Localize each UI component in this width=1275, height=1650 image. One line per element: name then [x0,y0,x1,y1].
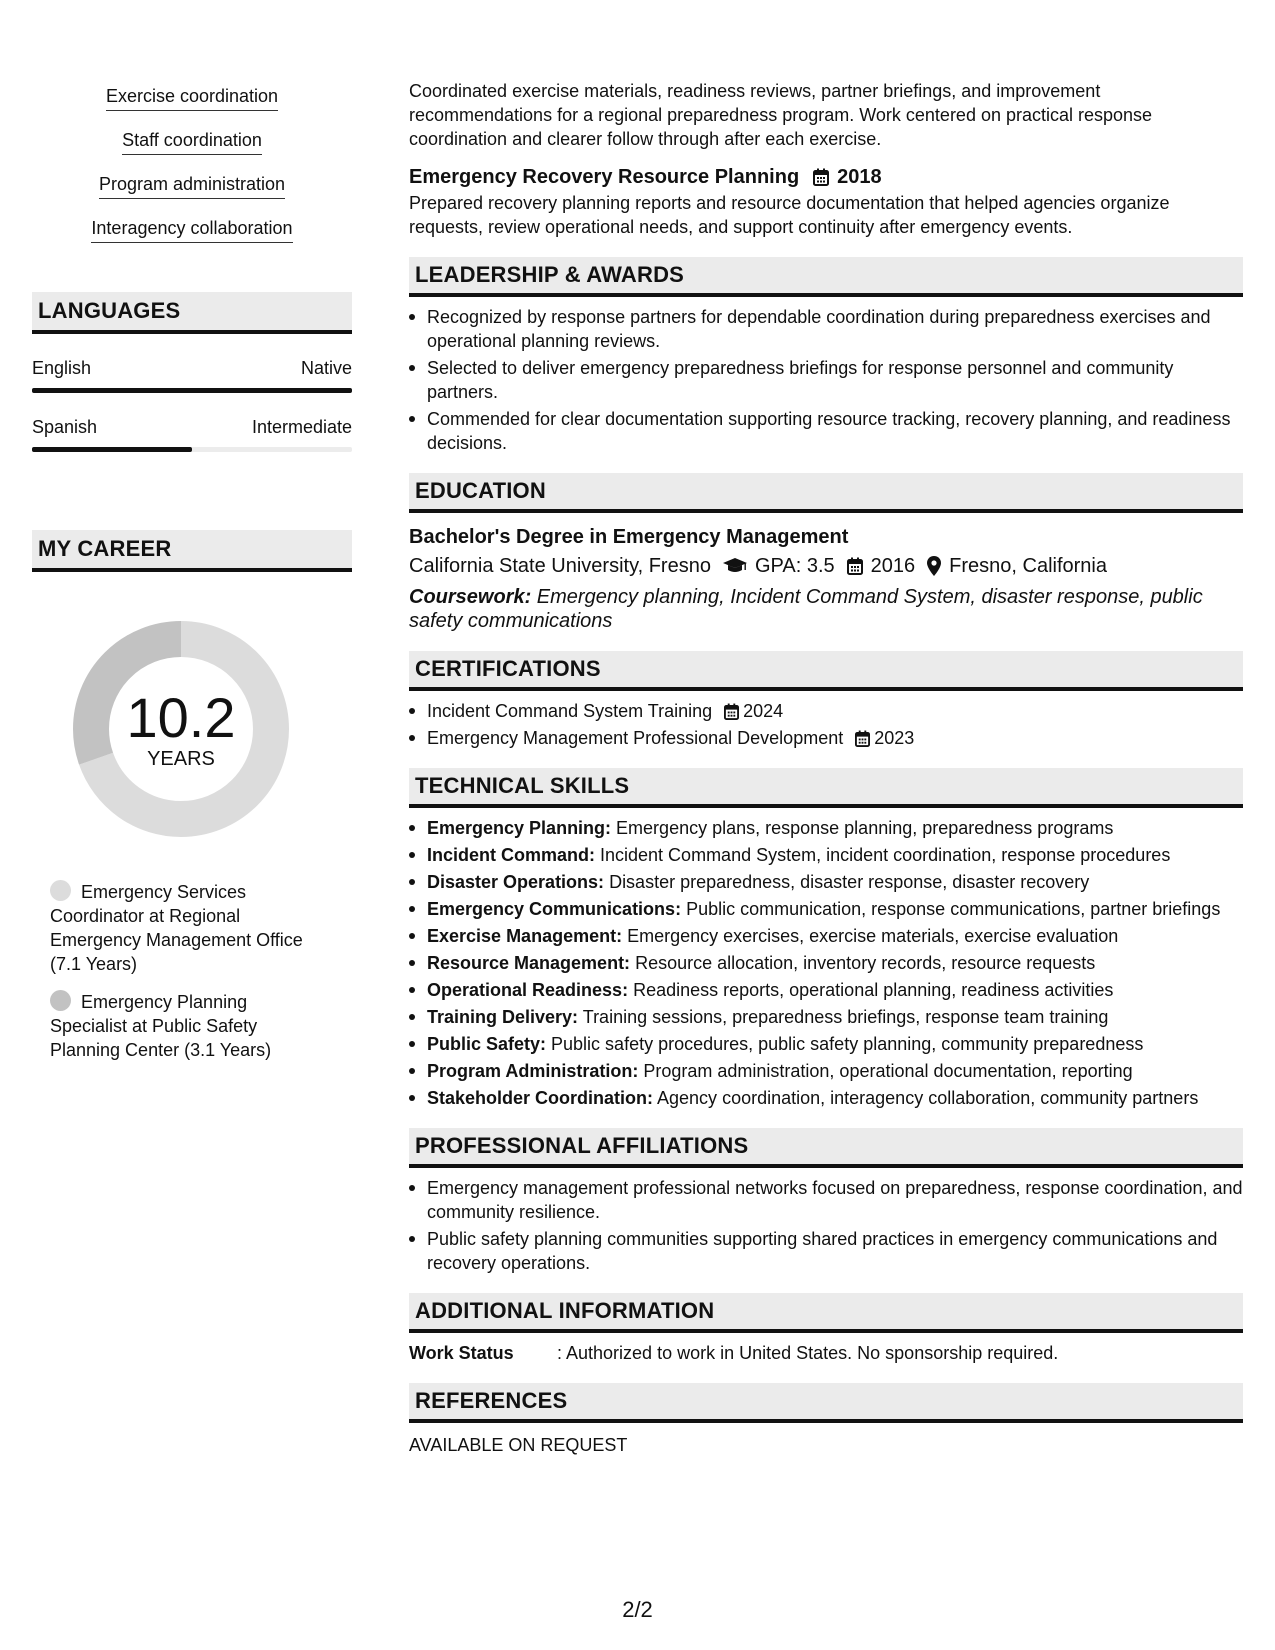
list-item [409,951,1243,975]
work-status-label: Work Status [409,1343,514,1363]
certifications-heading: CERTIFICATIONS [409,651,1243,691]
language-bar-fill [32,447,192,452]
career-legend [50,878,320,1062]
skill-text: Program administration, operational documentation, reporting [638,1061,1133,1081]
language-level: Intermediate [251,417,352,437]
references-heading: REFERENCES [409,1383,1243,1423]
technical-skills-list [409,816,1243,1110]
skill-text: Disaster preparedness, disaster response, disaster recovery [604,872,1090,892]
leadership-list [409,305,1243,455]
graduation-cap-icon [723,558,747,574]
gpa: GPA: 3.5 [754,555,835,577]
coursework-label: Coursework: [409,586,532,608]
language-name: Spanish [32,417,98,437]
skill-label: Operational Readiness: [427,980,629,1000]
career-donut-chart [66,614,296,844]
skill-label: Disaster Operations: [427,872,605,892]
list-item [409,870,1243,894]
career-total-years: 10.2 [126,685,236,749]
calendar-icon [724,703,739,720]
references-text: AVAILABLE ON REQUEST [409,1435,628,1455]
skill-label: Public Safety: [427,1034,547,1054]
language-bar [32,447,352,452]
calendar-icon [855,730,870,747]
language-bar-fill [32,388,352,393]
skill-text: Incident Command System, incident coordination, response procedures [595,845,1171,865]
skill-label: Emergency Planning: [427,818,612,838]
list-item: Commended for clear documentation supporting resource tracking, recovery planning, and readiness decisions. [409,407,1243,455]
skill-text: Readiness reports, operational planning, readiness activities [628,980,1114,1000]
skill-label: Training Delivery: [427,1007,579,1027]
career-role [50,988,320,1062]
certification-name: Incident Command System Training [427,701,713,721]
school-location: Fresno, California [949,555,1107,577]
list-item [409,816,1243,840]
skill-label: Emergency Communications: [427,899,682,919]
skill-label: Program Administration: [427,1061,639,1081]
languages-heading: LANGUAGES [32,292,352,334]
career-role-text: Emergency Planning Specialist at Public Safety Planning Center (3.1 Years) [50,992,272,1060]
main-content [409,79,1243,1457]
project-title: Emergency Recovery Resource Planning [409,166,800,188]
skill-label: Stakeholder Coordination: [427,1088,654,1108]
skill-tags [32,84,352,260]
language-name: English [32,358,92,378]
skill-tag: Staff coordination [122,128,262,155]
skill-text: Public safety procedures, public safety planning, community preparedness [546,1034,1144,1054]
certifications-list [409,699,1243,750]
list-item [409,699,1243,723]
language-item [32,415,352,452]
calendar-icon [813,168,829,186]
skill-text: Public communication, response communications, partner briefings [681,899,1221,919]
school-name: California State University, Fresno [409,555,711,577]
career-role-text: Emergency Services Coordinator at Regional Emergency Management Office (7.1 Years) [50,882,303,974]
list-item [409,1032,1243,1056]
sidebar [32,84,352,1074]
skill-label: Resource Management: [427,953,631,973]
coursework [409,585,1243,633]
list-item [409,978,1243,1002]
skill-text: Agency coordination, interagency collaboration, community partners [653,1088,1199,1108]
page-number: 2/2 [622,1597,653,1622]
education-details [409,551,1243,581]
list-item [409,1059,1243,1083]
legend-dot [50,880,71,901]
career-years-unit: YEARS [147,747,215,770]
work-status-value: : Authorized to work in United States. No sponsorship required. [557,1343,1059,1363]
skill-tag: Program administration [99,172,285,199]
career-role [50,878,320,976]
skill-tag: Interagency collaboration [91,216,292,243]
project-title-row [409,163,1243,191]
skill-label: Incident Command: [427,845,596,865]
skill-text: Training sessions, preparedness briefings, response team training [578,1007,1109,1027]
work-status-row [409,1341,1243,1365]
skill-tag: Exercise coordination [106,84,278,111]
list-item [409,924,1243,948]
language-bar [32,388,352,393]
skill-text: Emergency plans, response planning, preparedness programs [611,818,1114,838]
list-item [409,843,1243,867]
list-item [409,726,1243,750]
list-item: Selected to deliver emergency preparedness briefings for response personnel and community partners. [409,356,1243,404]
location-pin-icon [927,556,941,576]
affiliations-list [409,1176,1243,1275]
experience-description: Coordinated exercise materials, readiness reviews, partner briefings, and improvement recommendations for a regional preparedness program. Work centered on practical response coordination and clearer follow through after each exercise. [409,81,1153,149]
additional-info-heading: ADDITIONAL INFORMATION [409,1293,1243,1333]
career-heading: MY CAREER [32,530,352,572]
skill-text: Emergency exercises, exercise materials, exercise evaluation [622,926,1119,946]
graduation-year: 2016 [870,555,916,577]
degree-title: Bachelor's Degree in Emergency Management [409,526,849,548]
list-item: Public safety planning communities supporting shared practices in emergency communications and recovery operations. [409,1227,1243,1275]
language-level: Native [300,358,352,378]
list-item: Recognized by response partners for dependable coordination during preparedness exercises and operational planning reviews. [409,305,1243,353]
legend-dot [50,990,71,1011]
list-item [409,1086,1243,1110]
language-item [32,356,352,393]
project-year: 2018 [837,166,882,188]
education-heading: EDUCATION [409,473,1243,513]
skill-text: Resource allocation, inventory records, resource requests [630,953,1096,973]
calendar-icon [847,557,863,575]
certification-year: 2023 [874,728,915,748]
skill-label: Exercise Management: [427,926,623,946]
leadership-heading: LEADERSHIP & AWARDS [409,257,1243,297]
technical-skills-heading: TECHNICAL SKILLS [409,768,1243,808]
list-item [409,1005,1243,1029]
certification-year: 2024 [743,701,784,721]
certification-name: Emergency Management Professional Development [427,728,844,748]
affiliations-heading: PROFESSIONAL AFFILIATIONS [409,1128,1243,1168]
project-description: Prepared recovery planning reports and resource documentation that helped agencies organize requests, review operational needs, and support continuity after emergency events. [409,193,1170,237]
list-item [409,897,1243,921]
list-item: Emergency management professional networks focused on preparedness, response coordination, and community resilience. [409,1176,1243,1224]
coursework-text: Emergency planning, Incident Command System, disaster response, public safety communications [409,586,1203,632]
